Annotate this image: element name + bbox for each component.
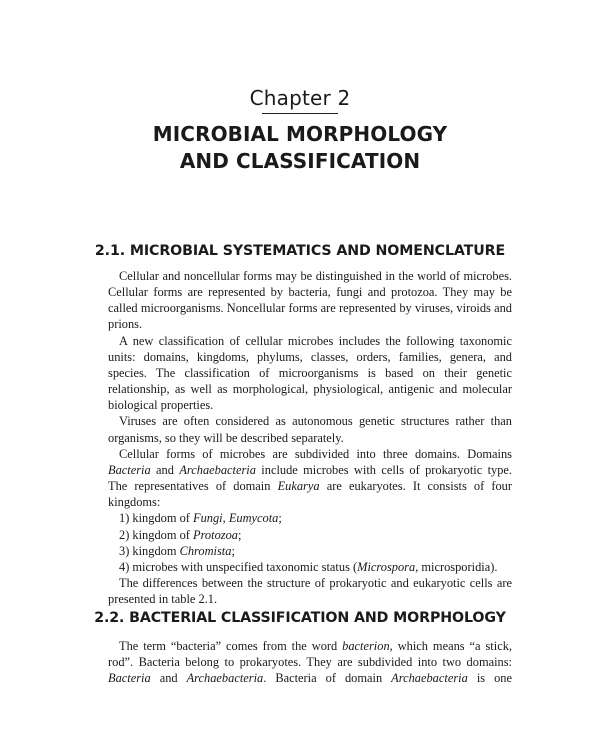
section-2-1-body	[108, 268, 512, 607]
chapter-underline	[262, 113, 338, 114]
chapter-label: Chapter 2	[249, 86, 351, 110]
italic-term: Eumycota	[228, 511, 279, 526]
paragraph: Viruses are often considered as autonomous genetic structures rather than organisms, so they will be described separately.	[108, 414, 512, 445]
chapter-title-line-1: MICROBIAL MORPHOLOGY	[152, 122, 448, 146]
italic-term: bacterion	[342, 639, 390, 653]
italic-term: Fungi	[193, 511, 223, 526]
text-run: and	[150, 462, 180, 477]
text-run: 3) kingdom	[119, 543, 180, 558]
text-run: and	[150, 671, 187, 686]
paragraph	[108, 446, 512, 511]
text-run: 4) microbes with unspecified taxonomic status (	[119, 559, 358, 574]
italic-term: Chromista	[179, 543, 232, 558]
text-run: 2) kingdom of	[119, 527, 193, 542]
italic-term: Archaebacteria	[186, 671, 264, 686]
list-item	[108, 527, 512, 543]
paragraph: Cellular and noncellular forms may be distinguished in the world of microbes. Cellular forms are represented by bacteria, fungi and protozoa. They may be called microorganisms. Noncellular forms are represented by viruses, viroids and prions.	[108, 269, 512, 332]
text-run: . Bacteria of domain	[263, 671, 392, 686]
text-run: , which means “a stick, rod”. Bacteria belong to prokaryotes. They are subdivided into two domains:	[108, 639, 512, 670]
italic-term: Eukarya	[277, 479, 320, 494]
paragraph: A new classification of cellular microbes includes the following taxonomic units: domains, kingdoms, phylums, classes, orders, families, genera, and species. The classification of microorganisms is based on their genetic relationship, as well as morphological, physiological, antigenic and molecular biological properties.	[108, 333, 512, 413]
italic-term: Archaebacteria	[391, 671, 468, 686]
text-run: ,	[222, 511, 229, 526]
list-item	[108, 559, 512, 575]
italic-term: Bacteria	[108, 462, 151, 477]
section-2-2-body	[108, 638, 512, 686]
text-run: are eukaryotes. It consists of four kingdoms:	[108, 479, 512, 510]
section-heading-2-2: 2.2. BACTERIAL CLASSIFICATION AND MORPHOLOGY	[94, 610, 506, 626]
text-run: The term “bacteria” comes from the word	[119, 639, 343, 653]
section-heading-2-1: 2.1. MICROBIAL SYSTEMATICS AND NOMENCLATURE	[94, 243, 506, 259]
text-run: is one	[467, 671, 512, 686]
text-run: include microbes with cells of prokaryotic type. The representatives of domain	[108, 462, 513, 494]
list-item	[108, 510, 512, 526]
text-run: ;	[278, 511, 282, 526]
text-run: ;	[237, 527, 242, 542]
text-run: Cellular forms of microbes are subdivided into three domains. Domains	[119, 446, 512, 461]
italic-term: Bacteria	[108, 671, 151, 686]
italic-term: Protozoa	[193, 527, 238, 542]
text-run: , microsporidia).	[415, 559, 498, 574]
chapter-title-line-2: AND CLASSIFICATION	[179, 149, 421, 173]
paragraph: The differences between the structure of prokaryotic and eukaryotic cells are presented in table 2.1.	[108, 575, 512, 607]
text-run: ;	[231, 543, 235, 558]
italic-term: Microspora	[357, 559, 416, 574]
italic-term: Archaebacteria	[179, 462, 256, 477]
paragraph	[108, 638, 512, 686]
text-run: 1) kingdom of	[119, 511, 193, 526]
list-item	[108, 543, 512, 559]
